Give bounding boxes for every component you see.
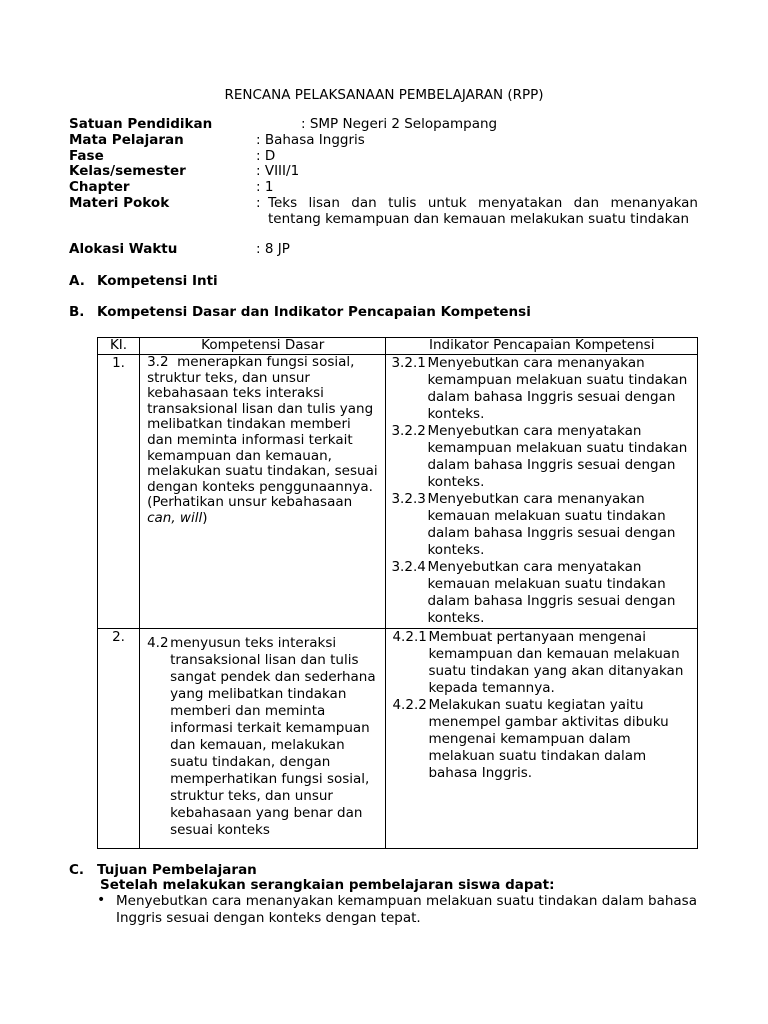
tujuan-item-text: Menyebutkan cara menanyakan kemampuan melakuan suatu tindakan dalam bahasa Inggris sesuai dengan konteks dengan tepat. xyxy=(116,893,697,926)
table-header-row xyxy=(98,338,698,355)
indicator-text: Menyebutkan cara menyatakan kemauan melakuan suatu tindakan dalam bahasa Inggris sesuai dengan konteks. xyxy=(427,559,676,626)
ki-number: 1. xyxy=(112,355,125,371)
indicator-text: Membuat pertanyaan mengenai kemampuan dan kemauan melakuan suatu tindakan yang akan ditanyakan kepada temannya. xyxy=(428,629,684,696)
indicator-text: Menyebutkan cara menanyakan kemampuan melakuan suatu tindakan dalam bahasa Inggris sesuai dengan konteks. xyxy=(427,355,688,422)
indicator-number: 3.2.4 xyxy=(391,559,426,575)
indicator-item xyxy=(391,423,697,491)
ki-number: 2. xyxy=(112,629,125,645)
kd-number: 3.2 xyxy=(147,354,169,370)
kd-italic: can, will xyxy=(147,509,203,526)
indicator-number: 3.2.3 xyxy=(391,491,426,507)
section-title: Kompetensi Inti xyxy=(97,273,218,289)
indicator-number: 4.2.1 xyxy=(392,629,427,645)
indicator-item xyxy=(392,697,697,782)
kd-text xyxy=(140,355,385,527)
indicator-number: 4.2.2 xyxy=(392,697,427,713)
indicator-number: 3.2.1 xyxy=(391,355,426,371)
info-label: Fase xyxy=(69,148,104,164)
indicator-text: Menyebutkan cara menanyakan kemauan melakuan suatu tindakan dalam bahasa Inggris sesuai dengan konteks. xyxy=(427,491,676,558)
table-row xyxy=(98,629,698,849)
info-value: : VIII/1 xyxy=(256,163,300,179)
indicator-number: 3.2.2 xyxy=(391,423,426,439)
bullet-icon: • xyxy=(97,892,106,908)
materi-text: Teks lisan dan tulis untuk menyatakan dan menanyakan tentang kemampuan dan kemauan melakukan suatu tindakan xyxy=(268,195,698,227)
header-ipk: Indikator Pencapaian Kompetensi xyxy=(386,338,698,355)
info-value: : Bahasa Inggris xyxy=(256,132,365,148)
info-label: Chapter xyxy=(69,179,130,195)
indicator-item xyxy=(392,629,697,697)
kd-text xyxy=(140,629,385,839)
info-label: Alokasi Waktu xyxy=(69,241,178,257)
section-title: Tujuan Pembelajaran xyxy=(97,862,257,878)
info-value: : D xyxy=(256,148,276,164)
header-ki: KI. xyxy=(98,338,140,355)
info-label: Kelas/semester xyxy=(69,163,186,179)
tujuan-intro: Setelah melakukan serangkaian pembelajaran siswa dapat: xyxy=(100,877,555,893)
section-title: Kompetensi Dasar dan Indikator Pencapaian Kompetensi xyxy=(97,304,531,320)
indicator-item xyxy=(391,559,697,627)
info-value: : 1 xyxy=(256,179,274,195)
info-value: : 8 JP xyxy=(256,241,290,257)
kd-number: 4.2 xyxy=(147,635,169,651)
indicator-text: Menyebutkan cara menyatakan kemampuan melakuan suatu tindakan dalam bahasa Inggris sesuai dengan konteks. xyxy=(427,423,688,490)
indicator-item xyxy=(391,491,697,559)
info-label: Satuan Pendidikan xyxy=(69,116,213,132)
kd-body: menyusun teks interaksi transaksional lisan dan tulis sangat pendek dan sederhana yang melibatkan tindakan memberi dan meminta informasi terkait kemampuan dan kemauan, melakukan suatu tindakan, dengan memperhatikan fungsi sosial, struktur teks, dan unsur kebahasaan yang benar dan sesuai konteks xyxy=(170,635,376,838)
info-label: Materi Pokok xyxy=(69,195,170,211)
info-value: : SMP Negeri 2 Selopampang xyxy=(301,116,498,132)
section-letter: C. xyxy=(69,862,85,878)
kompetensi-table xyxy=(97,337,698,849)
table-row xyxy=(98,355,698,629)
kd-tail: ) xyxy=(202,509,208,526)
section-letter: A. xyxy=(69,273,85,289)
indicator-item xyxy=(391,355,697,423)
document-title: RENCANA PELAKSANAAN PEMBELAJARAN (RPP) xyxy=(224,87,544,103)
indicator-text: Melakukan suatu kegiatan yaitu menempel gambar aktivitas dibuku mengenai kemampuan dalam melakuan suatu tindakan dalam bahasa Inggris. xyxy=(428,697,669,781)
materi-colon: : xyxy=(256,195,261,211)
info-label: Mata Pelajaran xyxy=(69,132,184,148)
section-letter: B. xyxy=(69,304,85,320)
kd-body: menerapkan fungsi sosial, struktur teks, dan unsur kebahasaan teks interaksi transaksional lisan dan tulis yang melibatkan tindakan memberi dan meminta informasi terkait kemampuan dan kemauan, melakukan suatu tindakan, sesuai dengan konteks penggunaannya. (Perhatikan unsur kebahasaan xyxy=(147,354,378,511)
header-kd: Kompetensi Dasar xyxy=(140,338,386,355)
